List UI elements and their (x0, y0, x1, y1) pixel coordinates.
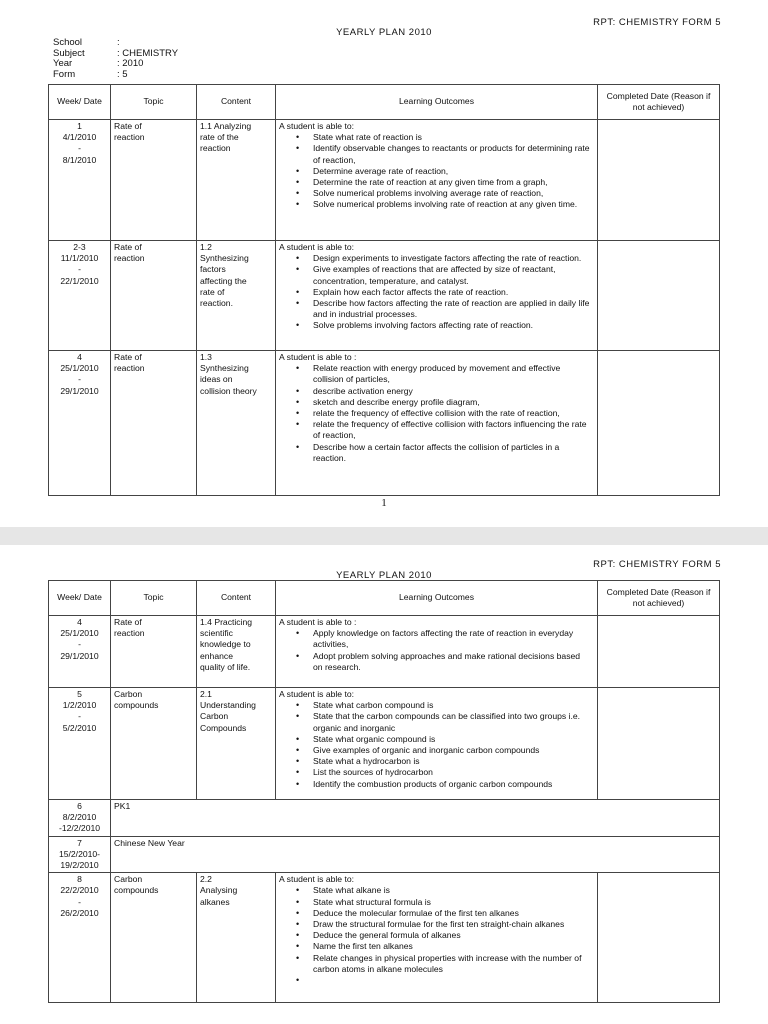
list-item: • Explain how each factor affects the rate of reaction. (313, 287, 594, 298)
list-item: • State what structural formula is (313, 897, 594, 908)
outcomes-list (279, 885, 594, 986)
learning-outcomes-cell (276, 616, 598, 688)
week-date-cell: 4 25/1/2010 - 29/1/2010 (49, 616, 111, 688)
info-school (53, 38, 178, 49)
outcomes-list (279, 132, 594, 210)
table-row (49, 836, 720, 873)
table-row (49, 241, 720, 351)
learning-outcomes-cell (276, 351, 598, 496)
learning-outcomes-cell (276, 120, 598, 241)
header-week: Week/ Date (49, 581, 111, 616)
table-row (49, 616, 720, 688)
content-cell: 1.4 Practicing scientific knowledge to enhance quality of life. (197, 616, 276, 688)
list-item: • List the sources of hydrocarbon (313, 767, 594, 778)
table-row (49, 120, 720, 241)
document-page-2 (0, 545, 768, 1024)
list-item: • State what rate of reaction is (313, 132, 594, 143)
content-cell: 1.3 Synthesizing ideas on collision theory (197, 351, 276, 496)
list-item: • Relate reaction with energy produced by movement and effective collision of particles, (313, 363, 594, 385)
topic-cell: Rate of reaction (111, 351, 197, 496)
list-item: • Draw the structural formulae for the first ten straight-chain alkanes (313, 919, 594, 930)
info-label: Year (53, 58, 73, 69)
page-title: YEARLY PLAN 2010 (336, 570, 432, 581)
list-item: • Name the first ten alkanes (313, 941, 594, 952)
list-item: • relate the frequency of effective collision with the rate of reaction, (313, 408, 594, 419)
event-cell: PK1 (111, 800, 720, 837)
info-label: School (53, 37, 83, 48)
info-year (53, 59, 178, 70)
list-item: • Apply knowledge on factors affecting the rate of reaction in everyday activities, (313, 628, 594, 650)
event-cell: Chinese New Year (111, 836, 720, 873)
outcomes-intro: A student is able to: (279, 121, 355, 131)
yearly-plan-table (48, 84, 720, 496)
outcomes-intro: A student is able to : (279, 352, 357, 362)
page-number: 1 (381, 497, 387, 509)
completed-date-cell (598, 351, 720, 496)
outcomes-list (279, 363, 594, 464)
topic-cell: Carbon compounds (111, 873, 197, 1003)
completed-date-cell (598, 616, 720, 688)
outcomes-intro: A student is able to : (279, 617, 357, 627)
list-item: • describe activation energy (313, 386, 594, 397)
table-header-row (49, 85, 720, 120)
topic-cell: Rate of reaction (111, 616, 197, 688)
list-item: • sketch and describe energy profile diagram, (313, 397, 594, 408)
list-item: • Deduce the molecular formulae of the first ten alkanes (313, 908, 594, 919)
table-row (49, 873, 720, 1003)
learning-outcomes-cell (276, 688, 598, 800)
content-cell: 1.2 Synthesizing factors affecting the rate of reaction. (197, 241, 276, 351)
list-item: • Determine the rate of reaction at any given time from a graph, (313, 177, 594, 188)
list-item: • Deduce the general formula of alkanes (313, 930, 594, 941)
list-item: • Solve numerical problems involving average rate of reaction, (313, 188, 594, 199)
outcomes-list (279, 628, 594, 673)
list-item: • Determine average rate of reaction, (313, 166, 594, 177)
outcomes-intro: A student is able to: (279, 874, 355, 885)
week-date-cell: 1 4/1/2010 - 8/1/2010 (49, 120, 111, 241)
outcomes-list (279, 700, 594, 790)
completed-date-cell (598, 688, 720, 800)
table-row (49, 800, 720, 837)
completed-date-cell (598, 120, 720, 241)
table-row (49, 688, 720, 800)
header-topic: Topic (111, 85, 197, 120)
rpt-header: RPT: CHEMISTRY FORM 5 (593, 17, 721, 28)
topic-cell: Rate of reaction (111, 241, 197, 351)
week-date-cell: 5 1/2/2010 - 5/2/2010 (49, 688, 111, 800)
list-item: • State what organic compound is (313, 734, 594, 745)
list-item: • Solve numerical problems involving rate of reaction at any given time. (313, 199, 594, 210)
week-date-cell: 2-3 11/1/2010 - 22/1/2010 (49, 241, 111, 351)
completed-date-cell (598, 241, 720, 351)
week-date-cell: 7 15/2/2010- 19/2/2010 (49, 836, 111, 873)
list-item: • State what a hydrocarbon is (313, 756, 594, 767)
list-item: • State what alkane is (313, 885, 594, 896)
list-item: • Identify observable changes to reactants or products for determining rate of reaction, (313, 143, 594, 165)
list-item: • Describe how factors affecting the rate of reaction are applied in daily life and in industrial processes. (313, 298, 594, 320)
content-cell: 2.2 Analysing alkanes (197, 873, 276, 1003)
content-cell: 1.1 Analyzing rate of the reaction (197, 120, 276, 241)
list-item: • State that the carbon compounds can be classified into two groups i.e. organic and inorganic (313, 711, 594, 733)
topic-cell: Carbon compounds (111, 688, 197, 800)
topic-cell: Rate of reaction (111, 120, 197, 241)
list-item: • Describe how a certain factor affects the collision of particles in a reaction. (313, 442, 594, 464)
header-week: Week/ Date (49, 85, 111, 120)
outcomes-intro: A student is able to: (279, 242, 355, 252)
header-learning-outcomes: Learning Outcomes (276, 85, 598, 120)
info-value: : CHEMISTRY (117, 47, 179, 59)
info-value: : (117, 37, 120, 48)
week-date-cell: 8 22/2/2010 - 26/2/2010 (49, 873, 111, 1003)
content-cell: 2.1 Understanding Carbon Compounds (197, 688, 276, 800)
info-label: Subject (53, 47, 85, 59)
header-completed-date: Completed Date (Reason if not achieved) (598, 581, 720, 616)
completed-date-cell (598, 873, 720, 1003)
document-info-block (53, 38, 178, 80)
outcomes-list (279, 253, 594, 331)
yearly-plan-table (48, 580, 720, 1003)
info-form (53, 70, 178, 81)
week-date-cell: 6 8/2/2010 -12/2/2010 (49, 800, 111, 837)
header-learning-outcomes: Learning Outcomes (276, 581, 598, 616)
list-item: • Design experiments to investigate factors affecting the rate of reaction. (313, 253, 594, 264)
header-content: Content (197, 581, 276, 616)
table-row (49, 351, 720, 496)
list-item: • Identify the combustion products of organic carbon compounds (313, 779, 594, 790)
list-item: • Give examples of reactions that are affected by size of reactant, concentration, temperature, and catalyst. (313, 264, 594, 286)
learning-outcomes-cell (276, 241, 598, 351)
list-item (313, 975, 594, 986)
header-content: Content (197, 85, 276, 120)
learning-outcomes-cell (276, 873, 598, 1003)
page-title: YEARLY PLAN 2010 (336, 27, 432, 38)
list-item: • Adopt problem solving approaches and make rational decisions based on research. (313, 651, 594, 673)
list-item: • Give examples of organic and inorganic carbon compounds (313, 745, 594, 756)
list-item: • Solve problems involving factors affecting rate of reaction. (313, 320, 594, 331)
header-completed-date: Completed Date (Reason if not achieved) (598, 85, 720, 120)
outcomes-intro: A student is able to: (279, 689, 355, 699)
info-value: : 2010 (117, 58, 144, 69)
header-topic: Topic (111, 581, 197, 616)
info-label: Form (53, 68, 76, 80)
list-item: • Relate changes in physical properties with increase with the number of carbon atoms in alkane molecules (313, 953, 594, 975)
info-value: : 5 (117, 68, 128, 80)
list-item: • State what carbon compound is (313, 700, 594, 711)
list-item: • relate the frequency of effective collision with factors influencing the rate of reaction, (313, 419, 594, 441)
rpt-header: RPT: CHEMISTRY FORM 5 (593, 559, 721, 570)
table-header-row (49, 581, 720, 616)
week-date-cell: 4 25/1/2010 - 29/1/2010 (49, 351, 111, 496)
